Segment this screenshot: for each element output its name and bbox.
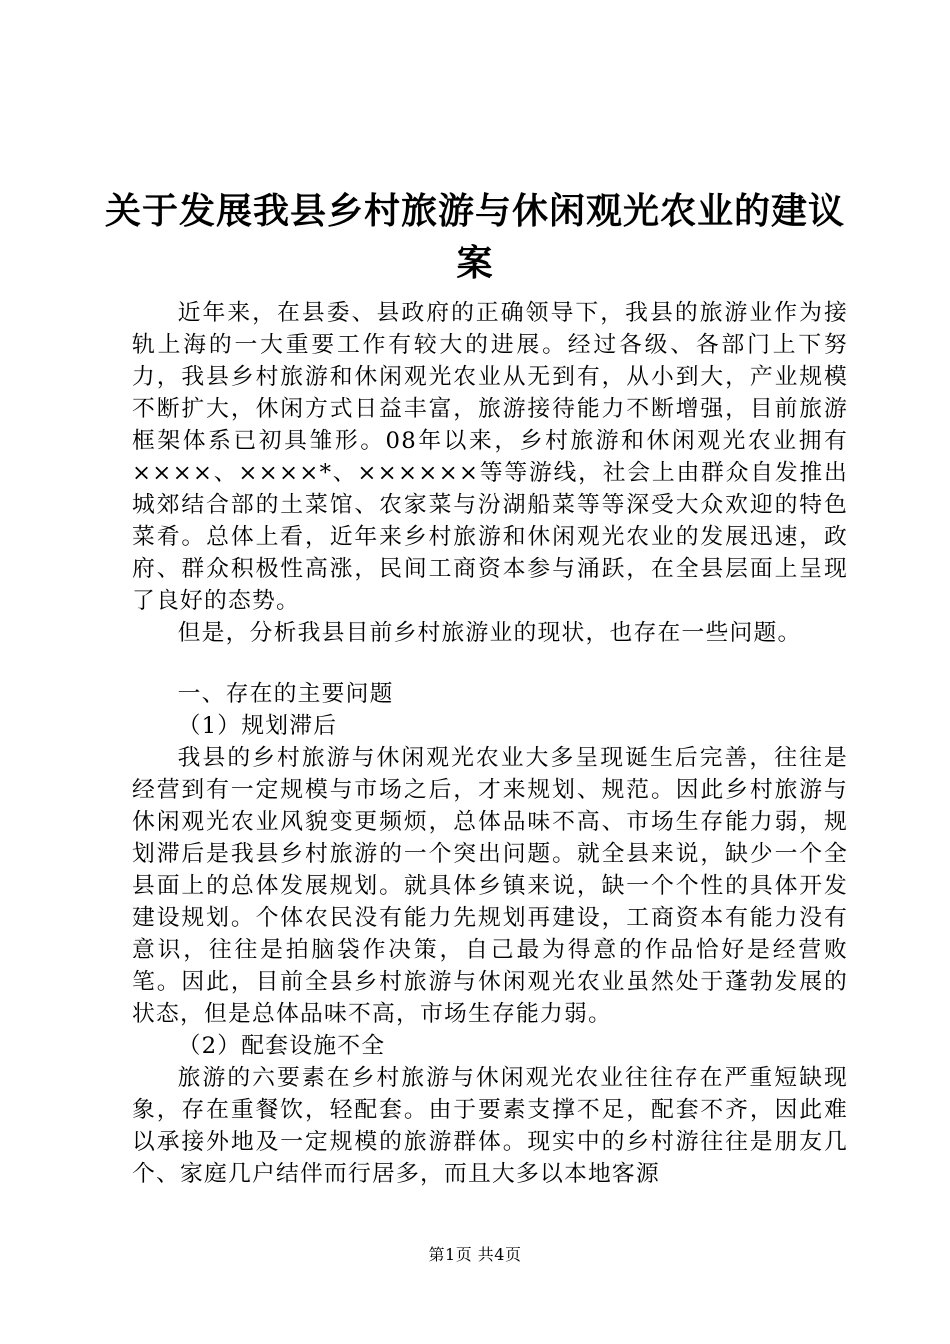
document-body — [132, 297, 848, 1190]
subheading-facilities: （2）配套设施不全 — [177, 1033, 386, 1059]
paragraph-spacer — [132, 649, 848, 678]
document-title: 关于发展我县乡村旅游与休闲观光农业的建议 — [104, 190, 845, 232]
page-number-footer: 第1页 共4页 — [428, 1245, 522, 1264]
paragraph-facilities: 旅游的六要素在乡村旅游与休闲观光农业往往存在严重短缺现象，存在重餐饮，轻配套。由于要素支撑不足，配套不齐，因此难以承接外地及一定规模的旅游群体。现实中的乡村游往往是朋友几个、家庭几户结伴而行居多，而且大多以本地客源 — [132, 1065, 848, 1187]
section-heading-main-problems: 一、存在的主要问题 — [177, 681, 394, 707]
paragraph-problems-intro: 但是，分析我县目前乡村旅游业的现状，也存在一些问题。 — [177, 620, 802, 646]
paragraph-planning-lag: 我县的乡村旅游与休闲观光农业大多呈现诞生后完善，往往是经营到有一定规模与市场之后，才来规划、规范。因此乡村旅游与休闲观光农业风貌变更频烦，总体品味不高、市场生存能力弱，规划滞后是我县乡村旅游的一个突出问题。就全县来说，缺少一个全县面上的总体发展规划。就具体乡镇来说，缺一个个性的具体开发建设规划。个体农民没有能力先规划再建设，工商资本有能力没有意识，往往是拍脑袋作决策，自己最为得意的作品恰好是经营败笔。因此，目前全县乡村旅游与休闲观光农业虽然处于蓬勃发展的状态，但是总体品味不高，市场生存能力弱。 — [132, 745, 848, 1027]
paragraph-intro: 近年来，在县委、县政府的正确领导下，我县的旅游业作为接轨上海的一大重要工作有较大的进展。经过各级、各部门上下努力，我县乡村旅游和休闲观光农业从无到有，从小到大，产业规模不断扩大，休闲方式日益丰富，旅游接待能力不断增强，目前旅游框架体系已初具雏形。08年以来，乡村旅游和休闲观光农业拥有××××、××××*、××××××等等游线，社会上由群众自发推出城郊结合部的土菜馆、农家菜与汾湖船菜等等深受大众欢迎的特色菜肴。总体上看，近年来乡村旅游和休闲观光农业的发展迅速，政府、群众积极性高涨，民间工商资本参与涌跃，在全县层面上呈现了良好的态势。 — [132, 300, 848, 614]
subheading-planning-lag: （1）规划滞后 — [177, 713, 338, 739]
document-title-continued: 案 — [456, 242, 494, 284]
